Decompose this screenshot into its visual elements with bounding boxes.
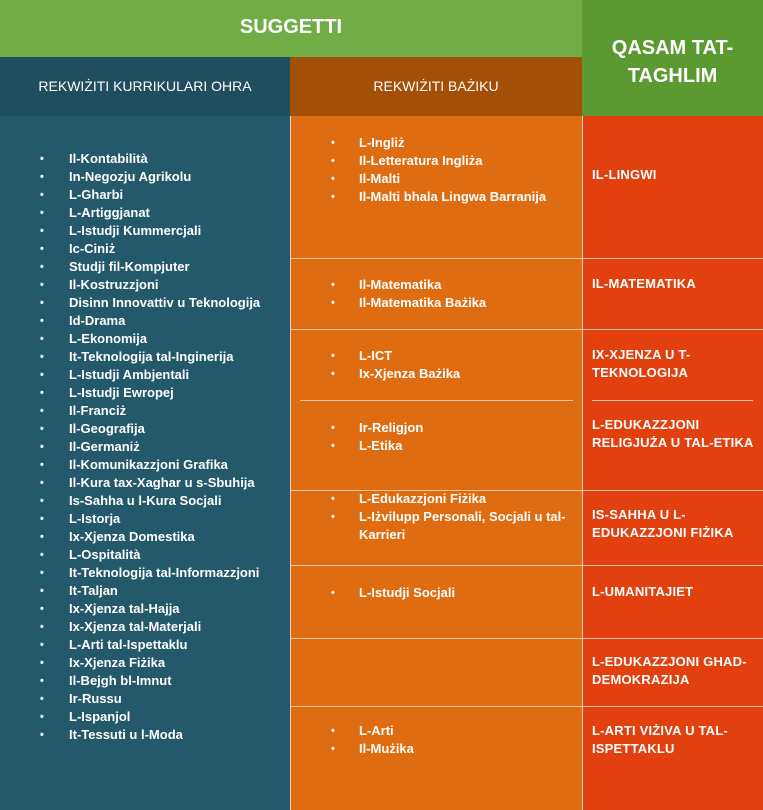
subjects-header bbox=[0, 0, 582, 57]
list-item: • Il-Bejgh bl-Imnut bbox=[0, 672, 290, 690]
list-item: • L-Istorja bbox=[0, 510, 290, 528]
list-item: • Il-Letteratura Ingliża bbox=[290, 152, 582, 170]
list-item: • Is-Sahha u l-Kura Socjali bbox=[0, 492, 290, 510]
learning-area-religion: L-EDUKAZZJONI RELIGJUŻA U TAL-ETIKA bbox=[592, 417, 754, 450]
list-item: • Il-Malti bbox=[290, 170, 582, 188]
basic-humanities-list bbox=[290, 584, 582, 602]
list-item: • Il-Matematika Bażika bbox=[290, 294, 582, 312]
list-item: • It-Teknologija tal-Inginerija bbox=[0, 348, 290, 366]
row-divider bbox=[290, 706, 763, 707]
row-divider bbox=[592, 400, 753, 401]
row-divider bbox=[290, 258, 763, 259]
list-item: • Studji fil-Kompjuter bbox=[0, 258, 290, 276]
list-item: • L-Istudji Socjali bbox=[290, 584, 582, 602]
list-item: • L-Istudji Ewropej bbox=[0, 384, 290, 402]
list-item: • Il-Komunikazzjoni Grafika bbox=[0, 456, 290, 474]
list-item: • Ic-Ciniż bbox=[0, 240, 290, 258]
row-divider bbox=[300, 400, 573, 401]
list-item: • L-Istudji Ambjentali bbox=[0, 366, 290, 384]
other-subjects-list bbox=[0, 150, 290, 744]
list-item: • Il-Kontabilità bbox=[0, 150, 290, 168]
list-item: • Il-Kostruzzjoni bbox=[0, 276, 290, 294]
other-requirements-header bbox=[0, 57, 290, 116]
list-item: • L-Ospitalità bbox=[0, 546, 290, 564]
list-item: • Il-Germaniż bbox=[0, 438, 290, 456]
list-item: • L-Edukazzjoni Fiżika bbox=[290, 490, 582, 508]
list-item: • In-Negozju Agrikolu bbox=[0, 168, 290, 186]
basic-languages-list bbox=[290, 134, 582, 206]
list-item: • It-Teknologija tal-Informazzjoni bbox=[0, 564, 290, 582]
list-item: • Il-Matematika bbox=[290, 276, 582, 294]
learning-area-languages: IL-LINGWI bbox=[592, 167, 657, 182]
list-item: • It-Taljan bbox=[0, 582, 290, 600]
other-requirements-title: REKWIŻITI KURRIKULARI OHRA bbox=[38, 78, 252, 94]
list-item: • L-Arti tal-Ispettaklu bbox=[0, 636, 290, 654]
learning-area-arts: L-ARTI VIŻIVA U TAL-ISPETTAKLU bbox=[592, 723, 728, 756]
learning-area-title: QASAM TAT-TAGHLIM bbox=[611, 37, 734, 87]
basic-maths-list bbox=[290, 276, 582, 312]
list-item: • Il-Malti bhala Lingwa Barranija bbox=[290, 188, 582, 206]
row-divider bbox=[290, 638, 763, 639]
row-divider bbox=[290, 490, 763, 491]
basic-religion-list bbox=[290, 419, 582, 455]
row-divider bbox=[290, 565, 763, 566]
list-item: • It-Tessuti u l-Moda bbox=[0, 726, 290, 744]
row-divider bbox=[290, 329, 763, 330]
list-item: • Il-Mużika bbox=[290, 740, 582, 758]
list-item: • Ir-Religjon bbox=[290, 419, 582, 437]
list-item: • Ix-Xjenza Domestika bbox=[0, 528, 290, 546]
list-item: • L-Iżvilupp Personali, Socjali u tal-Karrieri bbox=[290, 508, 582, 544]
learning-area-header bbox=[582, 0, 763, 116]
list-item: • L-Istudji Kummercjali bbox=[0, 222, 290, 240]
list-item: • L-Gharbi bbox=[0, 186, 290, 204]
list-item: • L-Ekonomija bbox=[0, 330, 290, 348]
other-requirements-column bbox=[0, 116, 290, 810]
list-item: • L-Ispanjol bbox=[0, 708, 290, 726]
list-item: • Ix-Xjenza tal-Materjali bbox=[0, 618, 290, 636]
list-item: • L-Artiggjanat bbox=[0, 204, 290, 222]
basic-requirements-header bbox=[290, 57, 582, 116]
list-item: • Ir-Russu bbox=[0, 690, 290, 708]
list-item: • Disinn Innovattiv u Teknologija bbox=[0, 294, 290, 312]
list-item: • Ix-Xjenza Fiżika bbox=[0, 654, 290, 672]
basic-health-list bbox=[290, 490, 582, 544]
list-item: • L-Arti bbox=[290, 722, 582, 740]
basic-arts-list bbox=[290, 722, 582, 758]
learning-area-maths: IL-MATEMATIKA bbox=[592, 276, 696, 291]
learning-area-humanities: L-UMANITAJIET bbox=[592, 584, 694, 599]
list-item: • Il-Franciż bbox=[0, 402, 290, 420]
list-item: • L-Etika bbox=[290, 437, 582, 455]
learning-area-science: IX-XJENZA U T-TEKNOLOGIJA bbox=[592, 347, 691, 380]
list-item: • Il-Kura tax-Xaghar u s-Sbuhija bbox=[0, 474, 290, 492]
basic-requirements-title: REKWIŻITI BAŻIKU bbox=[373, 78, 499, 94]
list-item: • L-ICT bbox=[290, 347, 582, 365]
basic-science-list bbox=[290, 347, 582, 383]
list-item: • Il-Geografija bbox=[0, 420, 290, 438]
list-item: • L-Ingliż bbox=[290, 134, 582, 152]
list-item: • Ix-Xjenza tal-Hajja bbox=[0, 600, 290, 618]
subjects-title: SUGGETTI bbox=[239, 16, 343, 38]
list-item: • Id-Drama bbox=[0, 312, 290, 330]
learning-area-health: IS-SAHHA U L-EDUKAZZJONI FIŻIKA bbox=[592, 507, 734, 540]
list-item: • Ix-Xjenza Bażika bbox=[290, 365, 582, 383]
learning-area-democracy: L-EDUKAZZJONI GHAD-DEMOKRAZIJA bbox=[592, 654, 747, 687]
